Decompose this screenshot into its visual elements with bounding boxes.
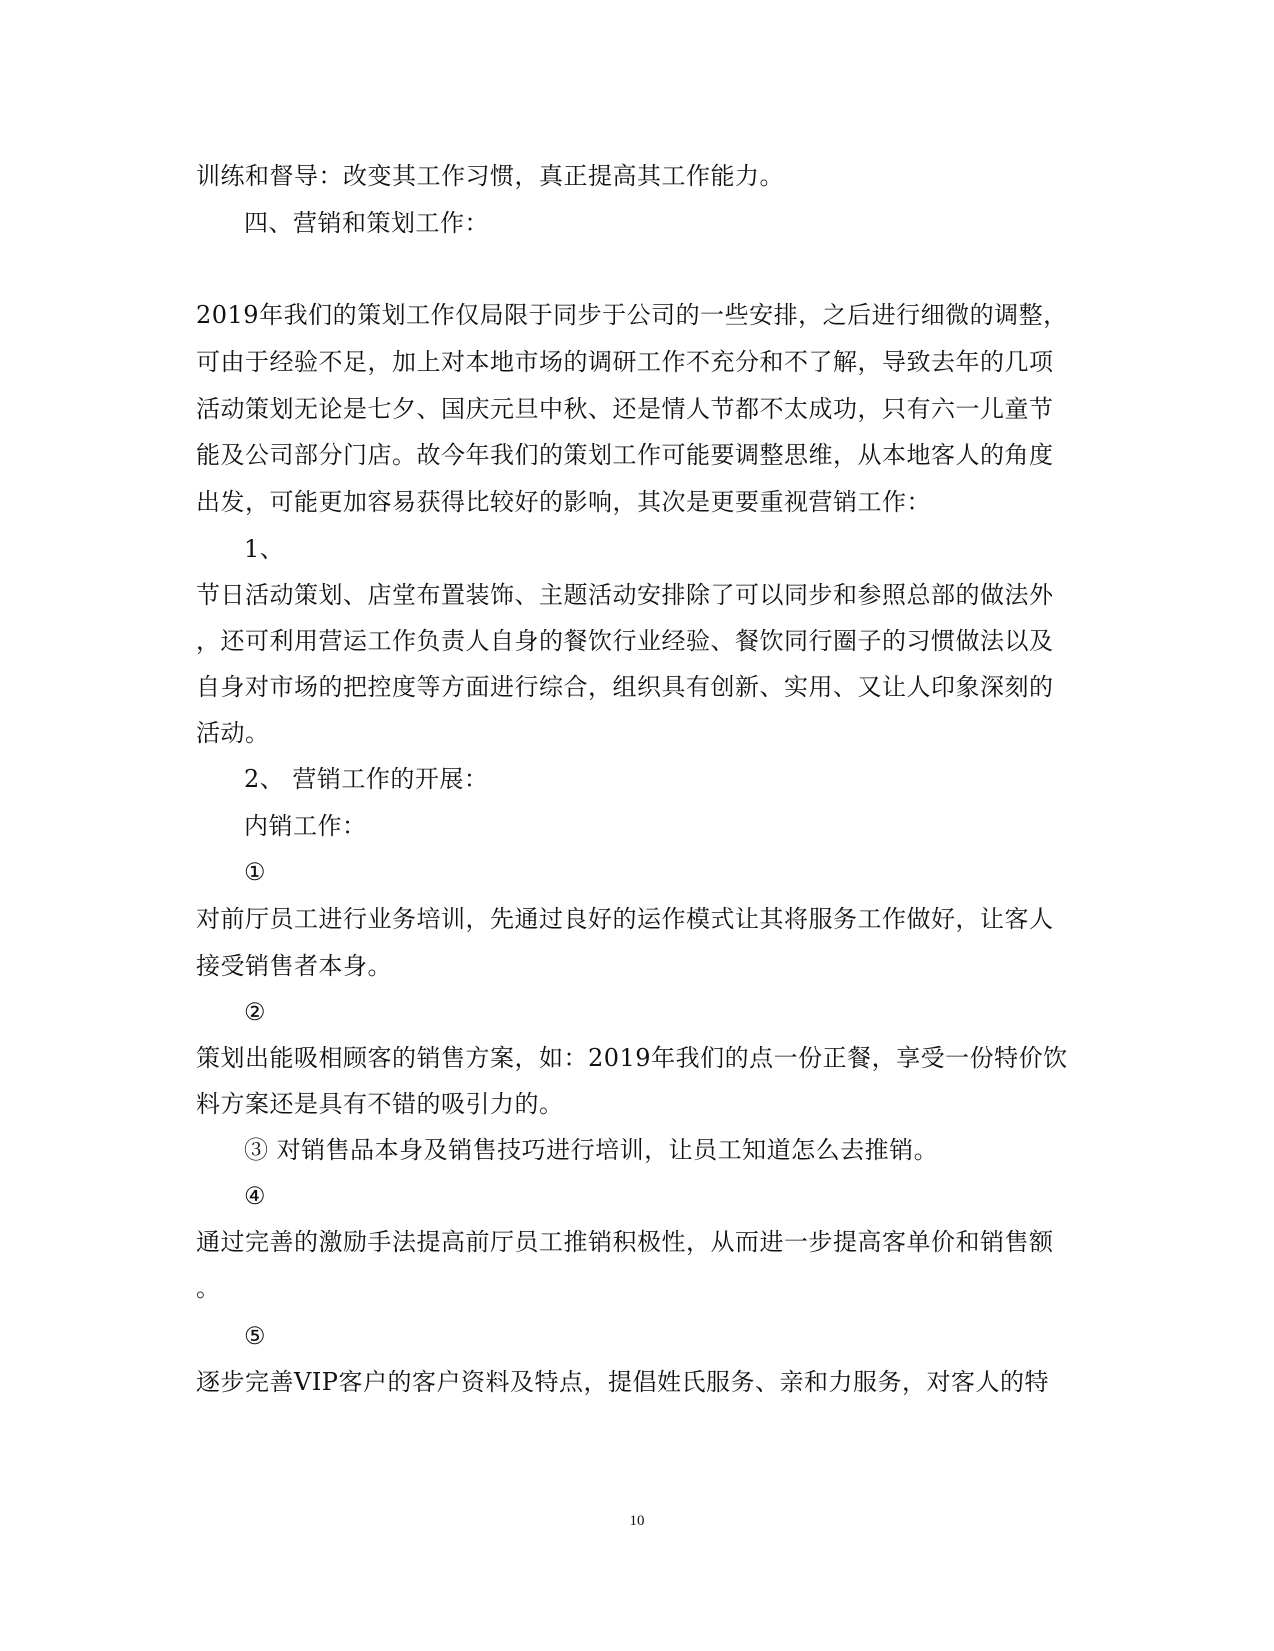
- text-line: 对前厅员工进行业务培训，先通过良好的运作模式让其将服务工作做好，让客人: [196, 905, 1054, 933]
- list-marker: 1、: [244, 535, 285, 563]
- text-line: ，还可利用营运工作负责人自身的餐饮行业经验、餐饮同行圈子的习惯做法以及: [196, 627, 1054, 655]
- text-line: 训练和督导：改变其工作习惯，真正提高其工作能力。: [196, 162, 784, 190]
- text-line: 节日活动策划、店堂布置装饰、主题活动安排除了可以同步和参照总部的做法外: [196, 581, 1054, 609]
- text-line: 通过完善的激励手法提高前厅员工推销积极性，从而进一步提高客单价和销售额: [196, 1228, 1054, 1256]
- list-marker: ②: [244, 998, 267, 1026]
- subsection-heading: 内销工作：: [244, 812, 367, 840]
- text-line: 活动策划无论是七夕、国庆元旦中秋、还是情人节都不太成功，只有六一儿童节: [196, 395, 1054, 423]
- text-line: 料方案还是具有不错的吸引力的。: [196, 1090, 564, 1118]
- list-marker: ④: [244, 1182, 267, 1210]
- list-marker: ①: [244, 858, 267, 886]
- text-line: 出发，可能更加容易获得比较好的影响，其次是更要重视营销工作：: [196, 488, 931, 516]
- text-line: 。: [196, 1274, 221, 1302]
- list-marker: ⑤: [244, 1322, 267, 1350]
- text-line: 能及公司部分门店。故今年我们的策划工作可能要调整思维，从本地客人的角度: [196, 441, 1054, 469]
- text-line: 自身对市场的把控度等方面进行综合，组织具有创新、实用、又让人印象深刻的: [196, 673, 1054, 701]
- text-line: 可由于经验不足，加上对本地市场的调研工作不充分和不了解，导致去年的几项: [196, 348, 1054, 376]
- text-line: 2019年我们的策划工作仅局限于同步于公司的一些安排，之后进行细微的调整，: [196, 301, 1068, 329]
- text-line: 逐步完善VIP客户的客户资料及特点，提倡姓氏服务、亲和力服务，对客人的特: [196, 1368, 1049, 1396]
- text-line: 接受销售者本身。: [196, 952, 392, 980]
- list-item: ③ 对销售品本身及销售技巧进行培训，让员工知道怎么去推销。: [244, 1136, 939, 1164]
- text-line: 活动。: [196, 719, 270, 747]
- subsection-heading: 2、 营销工作的开展：: [244, 765, 489, 793]
- text-line: 策划出能吸相顾客的销售方案，如：2019年我们的点一份正餐，享受一份特价饮: [196, 1044, 1068, 1072]
- section-heading: 四、营销和策划工作：: [244, 209, 489, 237]
- page-number: 10: [629, 1513, 645, 1529]
